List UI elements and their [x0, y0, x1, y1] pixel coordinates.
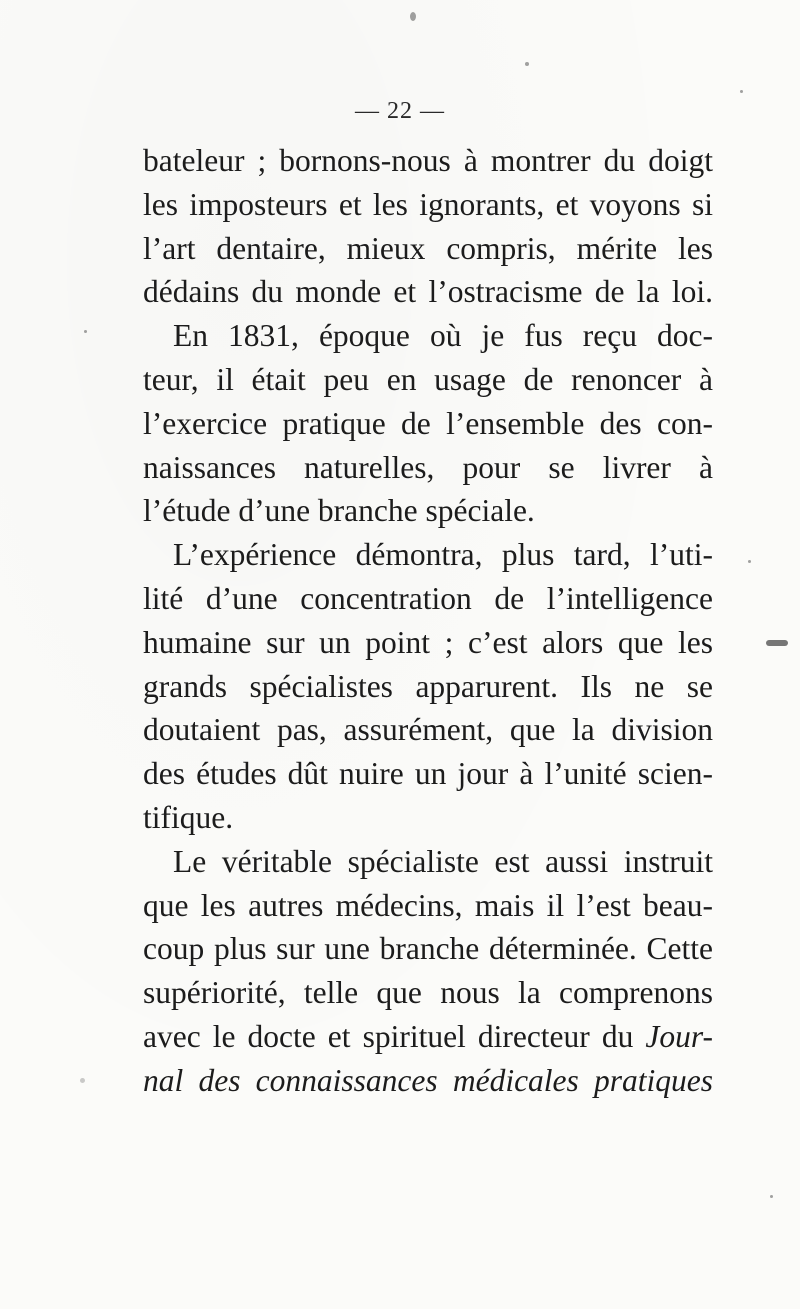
text-line-11: lité d’une concentration de l’intelligence: [143, 580, 713, 616]
text-line-22-italic: nal des connaissances médicales pratiques: [143, 1062, 713, 1098]
text-line-18: que les autres médecins, mais il l’est beau-: [143, 887, 713, 923]
text-line-13: grands spécialistes apparurent. Ils ne se: [143, 668, 713, 704]
text-line-7: l’exercice pratique de l’ensemble des con-: [143, 405, 713, 441]
scan-speck: [770, 1195, 773, 1198]
body-text: [143, 139, 713, 1103]
scan-speck: [766, 640, 788, 646]
scan-speck: [80, 1078, 85, 1083]
text-line-14: doutaient pas, assurément, que la division: [143, 712, 713, 748]
text-line-16: tifique.: [143, 799, 234, 835]
text-line-20: supériorité, telle que nous la comprenons: [143, 975, 713, 1011]
scan-speck: [410, 12, 416, 21]
text-line-5: En 1831, époque où je fus reçu doc-: [173, 318, 713, 354]
text-line-3: l’art dentaire, mieux compris, mérite les: [143, 230, 713, 266]
scan-speck: [748, 560, 751, 563]
text-line-1: bateleur ; bornons-nous à montrer du doigt: [143, 143, 713, 178]
text-line-15: des études dût nuire un jour à l’unité scien-: [143, 756, 713, 792]
text-line-21-italic: Jour-: [645, 1018, 713, 1054]
text-line-21-plain: avec le docte et spirituel directeur du: [143, 1018, 646, 1054]
text-line-4: dédains du monde et l’ostracisme de la loi.: [143, 274, 713, 310]
scan-speck: [525, 62, 529, 66]
text-line-2: les imposteurs et les ignorants, et voyons si: [143, 186, 713, 222]
text-line-8: naissances naturelles, pour se livrer à: [143, 449, 713, 485]
text-line-22: [143, 1059, 713, 1103]
text-line-17: Le véritable spécialiste est aussi instruit: [173, 843, 713, 879]
text-line-6: teur, il était peu en usage de renoncer à: [143, 361, 713, 397]
page-number: — 22 —: [355, 98, 445, 124]
text-line-21: [143, 1015, 713, 1059]
scan-speck: [84, 330, 87, 333]
text-line-10: L’expérience démontra, plus tard, l’uti-: [173, 537, 713, 573]
text-line-19: coup plus sur une branche déterminée. Cette: [143, 931, 713, 967]
text-line-9: l’étude d’une branche spéciale.: [143, 493, 535, 529]
text-line-12: humaine sur un point ; c’est alors que les: [143, 624, 713, 660]
scan-speck: [740, 90, 743, 93]
